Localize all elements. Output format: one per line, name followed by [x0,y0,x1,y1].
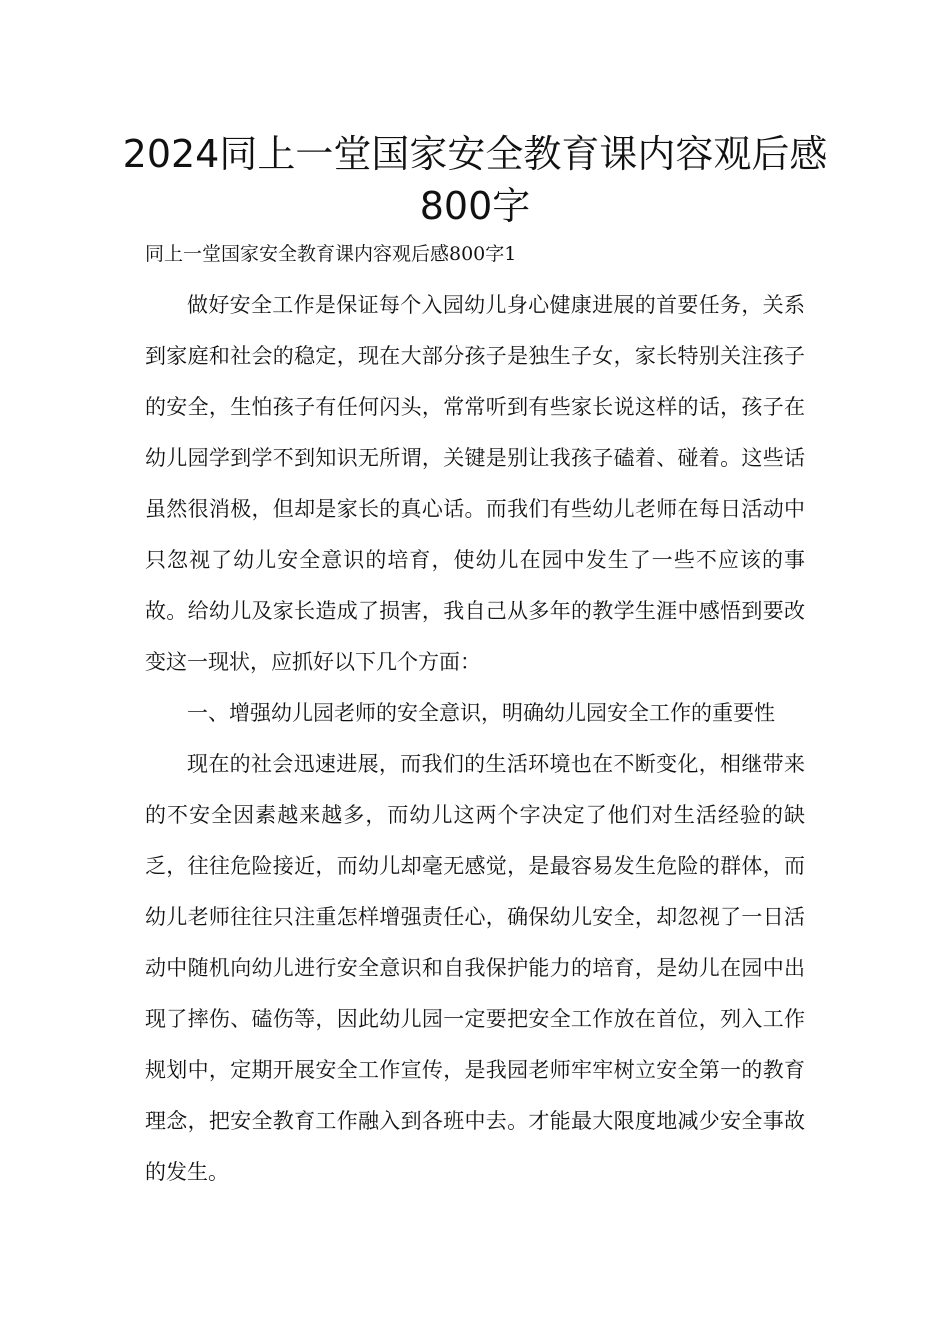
document-title: 2024同上一堂国家安全教育课内容观后感800字 [122,132,828,228]
paragraph-intro: 做好安全工作是保证每个入园幼儿身心健康进展的首要任务，关系到家庭和社会的稳定，现在大部分孩子是独生子女，家长特别关注孩子的安全，生怕孩子有任何闪头，常常听到有些家长说这样的话，孩子在幼儿园学到学不到知识无所谓，关键是别让我孩子磕着、碰着。这些话虽然很消极，但却是家长的真心话。而我们有些幼儿老师在每日活动中只忽视了幼儿安全意识的培育，使幼儿在园中发生了一些不应该的事故。给幼儿及家长造成了损害，我自己从多年的教学生涯中感悟到要改变这一现状，应抓好以下几个方面： [145,293,805,674]
paragraph-section-heading: 一、增强幼儿园老师的安全意识，明确幼儿园安全工作的重要性 [187,701,775,725]
document-subtitle: 同上一堂国家安全教育课内容观后感800字1 [145,243,517,265]
paragraph-section-body: 现在的社会迅速进展，而我们的生活环境也在不断变化，相继带来的不安全因素越来越多，而幼儿这两个字决定了他们对生活经验的缺乏，往往危险接近，而幼儿却毫无感觉，是最容易发生危险的群体，而幼儿老师往往只注重怎样增强责任心，确保幼儿安全，却忽视了一日活动中随机向幼儿进行安全意识和自我保护能力的培育，是幼儿在园中出现了摔伤、磕伤等，因此幼儿园一定要把安全工作放在首位，列入工作规划中，定期开展安全工作宣传，是我园老师牢牢树立安全第一的教育理念，把安全教育工作融入到各班中去。才能最大限度地减少安全事故的发生。 [145,752,805,1184]
document-body [145,280,805,1198]
